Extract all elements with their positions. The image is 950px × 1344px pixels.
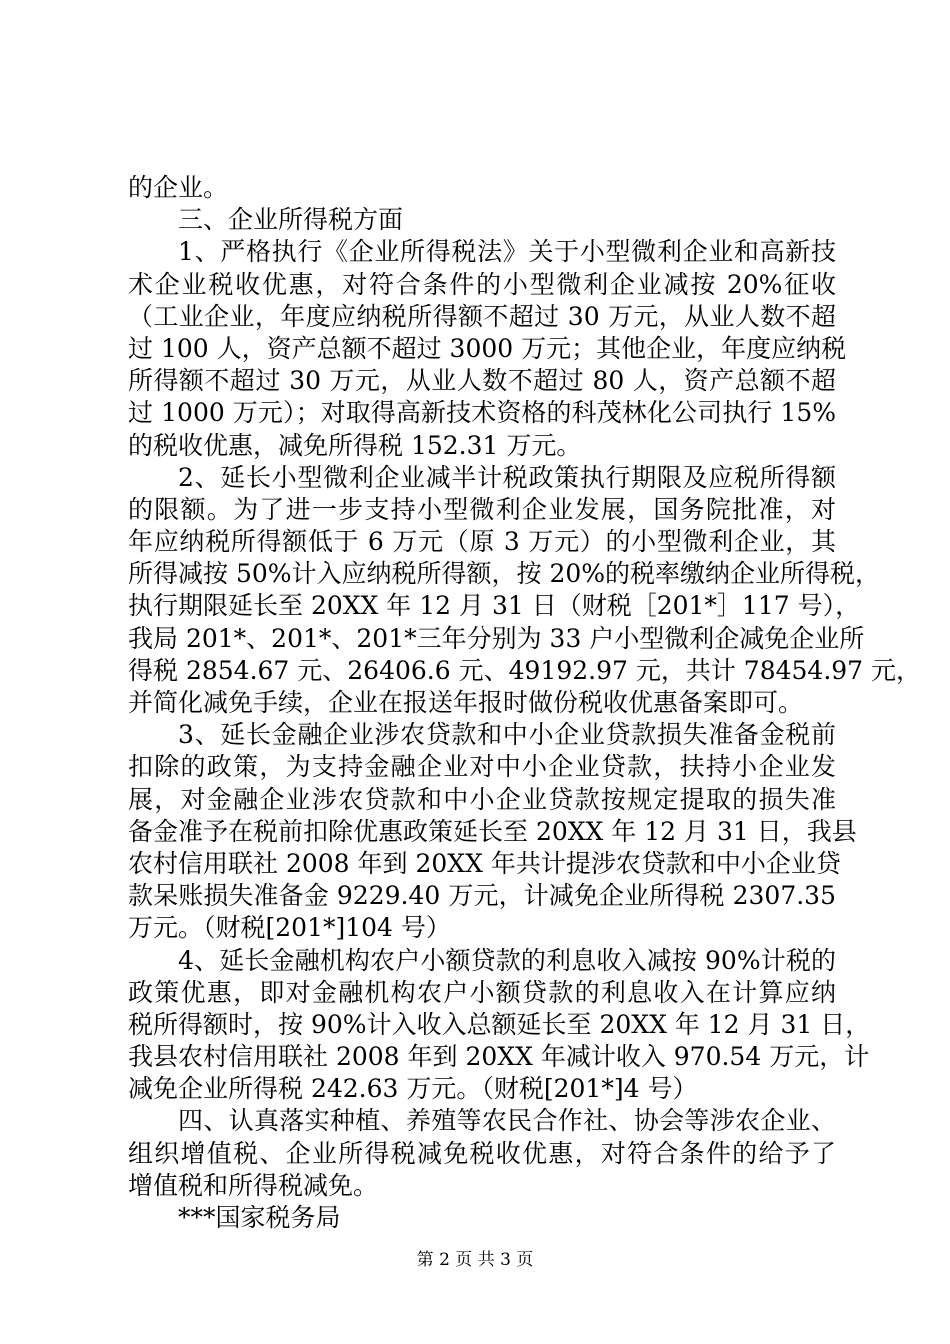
document-body [128,172,922,1234]
text-line: 款呆账损失准备金 9229.40 万元，计减免企业所得税 2307.35 [128,881,836,911]
page-footer [0,1249,950,1271]
text-line: ***国家税务局 [178,1203,341,1232]
text-line: 农村信用联社 2008 年到 20XX 年共计提涉农贷款和中小企业贷 [128,848,841,878]
text-line: 增值税和所得税减免。 [128,1170,379,1200]
text-line: 的税收优惠，减免所得税 152.31 万元。 [128,430,582,460]
text-line: 政策优惠，即对金融机构农户小额贷款的利息收入在计算应纳 [128,977,836,1007]
text-line: 展，对金融企业涉农贷款和中小企业贷款按规定提取的损失准 [128,784,836,814]
text-line: 万元。（财税[201*]104 号） [128,913,451,943]
text-line: 四、认真落实种植、养殖等农民合作社、协会等涉农企业、 [178,1106,836,1136]
text-line: 得税 2854.67 元、26406.6 元、49192.97 元，共计 78454.97 元， [128,655,922,685]
text-line: 1、严格执行《企业所得税法》关于小型微利企业和高新技 [178,237,836,267]
text-line: 所得减按 50%计入应纳税所得额，按 20%的税率缴纳企业所得税， [128,559,881,589]
text-line: 减免企业所得税 242.63 万元。（财税[201*]4 号） [128,1074,698,1104]
text-line: 年应纳税所得额低于 6 万元（原 3 万元）的小型微利企业，其 [128,527,836,557]
text-line: 过 1000 万元）；对取得高新技术资格的科茂林化公司执行 15% [128,398,836,428]
text-line: 备金准予在税前扣除优惠政策延长至 20XX 年 12 月 31 日，我县 [128,816,857,846]
text-line: 我县农村信用联社 2008 年到 20XX 年减计收入 970.54 万元，计 [128,1042,870,1072]
text-line: 税所得额时，按 90%计入收入总额延长至 20XX 年 12 月 31 日， [128,1009,871,1039]
text-line: （工业企业，年度应纳税所得额不超过 30 万元，从业人数不超 [128,301,836,331]
text-line: 我局 201*、201*、201*三年分别为 33 户小型微利企减免企业所 [128,623,865,653]
text-line: 的企业。 [128,173,229,202]
text-line: 并简化减免手续，企业在报送年报时做份税收优惠备案即可。 [128,688,804,717]
text-line: 执行期限延长至 20XX 年 12 月 31 日（财税［201*］117 号）， [128,591,861,621]
text-line: 4、延长金融机构农户小额贷款的利息收入减按 90%计税的 [178,945,836,975]
text-line: 过 100 人，资产总额不超过 3000 万元；其他企业，年度应纳税 [128,333,847,363]
text-line: 三、企业所得税方面 [178,205,404,235]
text-line: 术企业税收优惠，对符合条件的小型微利企业减按 20%征收 [128,269,836,299]
text-line: 3、延长金融企业涉农贷款和中小企业贷款损失准备金税前 [178,720,836,750]
text-line: 扣除的政策，为支持金融企业对中小企业贷款，扶持小企业发 [128,752,836,782]
text-line: 2、延长小型微利企业减半计税政策执行期限及应税所得额 [178,462,836,492]
text-line: 所得额不超过 30 万元，从业人数不超过 80 人，资产总额不超 [128,366,836,396]
text-line: 的限额。为了进一步支持小型微利企业发展，国务院批准，对 [128,494,836,524]
page-number-label: 第 2 页 共 3 页 [416,1250,534,1270]
text-line: 组织增值税、企业所得税减免税收优惠，对符合条件的给予了 [128,1138,836,1168]
